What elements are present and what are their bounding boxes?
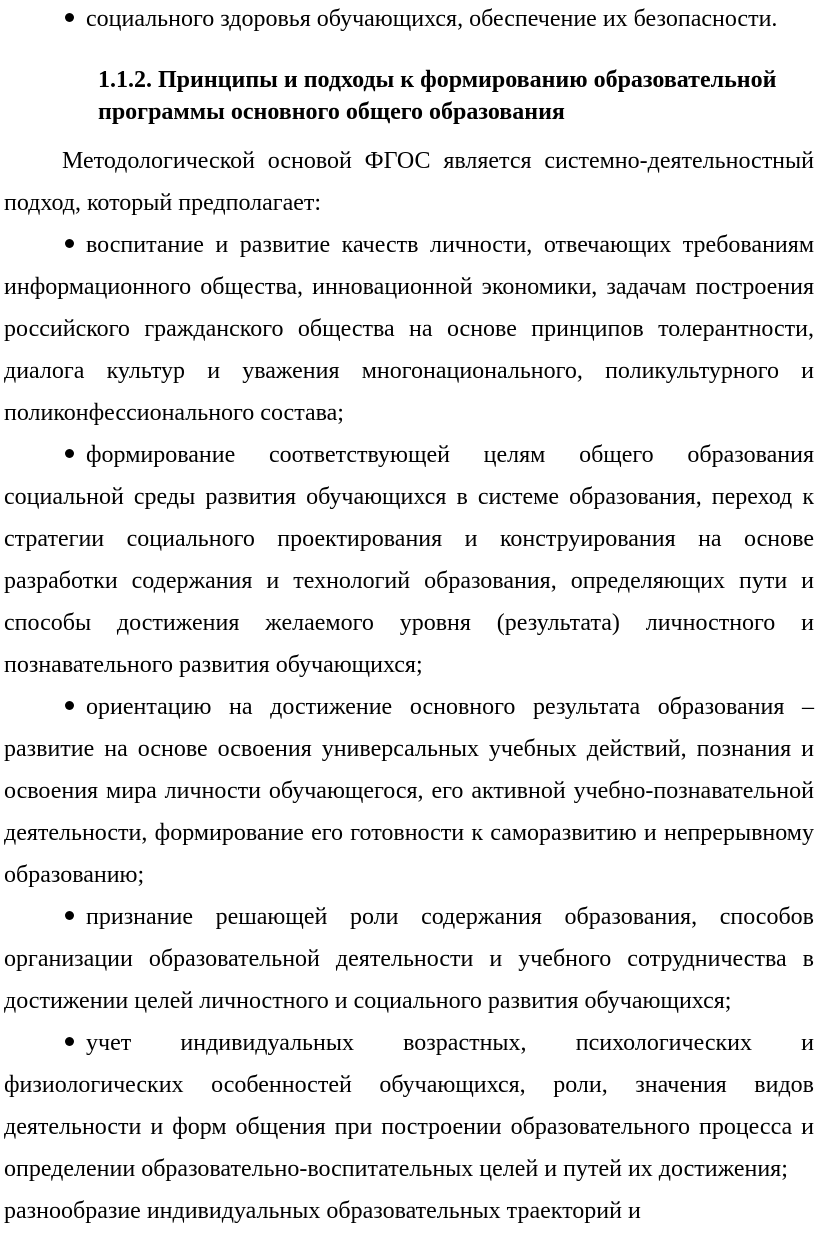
paragraph-line: достижении целей личностного и социального развития обучающихся;	[4, 988, 732, 1014]
paragraph-line: поликонфессионального состава;	[4, 400, 344, 426]
bullet-icon	[60, 1028, 82, 1052]
paragraph-line: подход, который предполагает:	[4, 190, 322, 216]
bullet-icon	[60, 440, 82, 464]
paragraph-line: определении образовательно-воспитательных целей и путей их достижения;	[4, 1156, 788, 1182]
list-item-text: воспитание и развитие качеств личности, отвечающих требованиям	[86, 232, 814, 258]
paragraph-line: разнообразие индивидуальных образовательных траекторий и	[4, 1198, 641, 1224]
list-item-text: учет индивидуальных возрастных, психологических и	[86, 1030, 814, 1056]
list-item	[60, 692, 814, 722]
paragraph-line: разработки содержания и технологий образования, определяющих пути и	[4, 568, 814, 594]
list-item	[60, 4, 814, 34]
paragraph-line: информационного общества, инновационной экономики, задачам построения	[4, 274, 814, 300]
paragraph-line: образованию;	[4, 862, 145, 888]
list-item-text: признание решающей роли содержания образования, способов	[86, 904, 814, 930]
bullet-icon	[60, 692, 82, 716]
bullet-icon	[60, 902, 82, 926]
paragraph-line: социальной среды развития обучающихся в системе образования, переход к	[4, 484, 814, 510]
paragraph-line: деятельности, формирование его готовности к саморазвитию и непрерывному	[4, 820, 814, 846]
bullet-icon	[60, 4, 82, 28]
paragraph-line: физиологических особенностей обучающихся, роли, значения видов	[4, 1072, 814, 1098]
bullet-icon	[60, 230, 82, 254]
list-item-text: формирование соответствующей целям общего образования	[86, 442, 814, 468]
list-item	[60, 1028, 814, 1058]
list-item	[60, 902, 814, 932]
section-heading-line-2: программы основного общего образования	[98, 99, 565, 125]
list-item	[60, 230, 814, 260]
paragraph-line: российского гражданского общества на основе принципов толерантности,	[4, 316, 814, 342]
paragraph-line: стратегии социального проектирования и конструирования на основе	[4, 526, 814, 552]
list-item-text: социального здоровья обучающихся, обеспечение их безопасности.	[86, 6, 778, 32]
paragraph-line: способы достижения желаемого уровня (результата) личностного и	[4, 610, 814, 636]
paragraph-line: деятельности и форм общения при построении образовательного процесса и	[4, 1114, 814, 1140]
paragraph-line: познавательного развития обучающихся;	[4, 652, 423, 678]
paragraph-line: освоения мира личности обучающегося, его активной учебно-познавательной	[4, 778, 814, 804]
list-item-text: ориентацию на достижение основного результата образования –	[86, 694, 814, 720]
section-heading-line-1: 1.1.2. Принципы и подходы к формированию образовательной	[98, 67, 777, 93]
list-item	[60, 440, 814, 470]
paragraph-line: развитие на основе освоения универсальных учебных действий, познания и	[4, 736, 814, 762]
paragraph-line: организации образовательной деятельности и учебного сотрудничества в	[4, 946, 814, 972]
paragraph-line: диалога культур и уважения многонационального, поликультурного и	[4, 358, 814, 384]
paragraph-line: Методологической основой ФГОС является системно-деятельностный	[62, 148, 814, 174]
